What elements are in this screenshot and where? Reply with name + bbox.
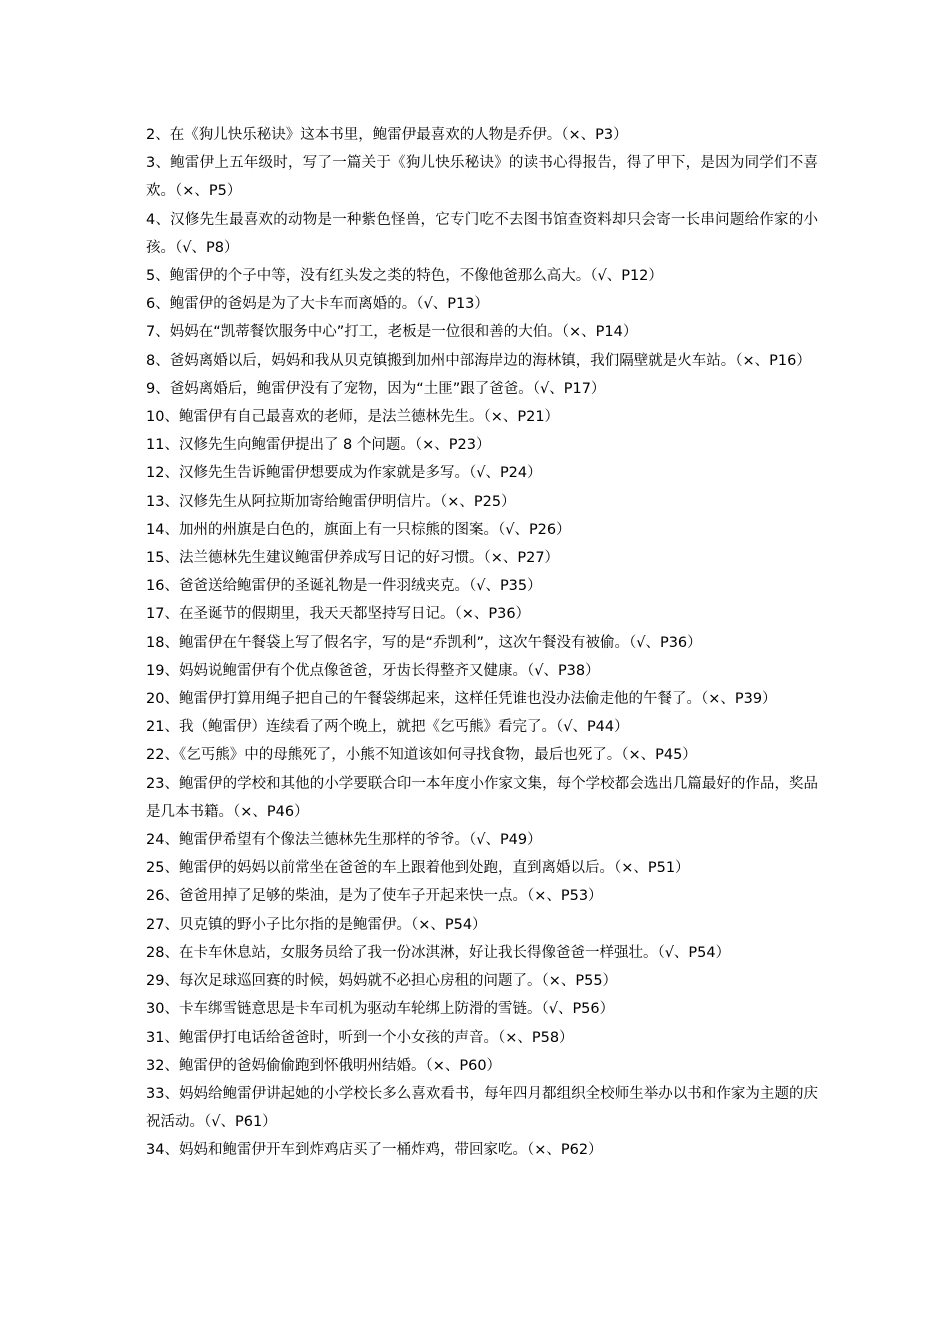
list-item: 5、鲍雷伊的个子中等，没有红头发之类的特色，不像他爸那么高大。（√、P12） xyxy=(146,268,663,285)
list-item: 2、在《狗儿快乐秘诀》这本书里，鲍雷伊最喜欢的人物是乔伊。（×、P3） xyxy=(146,127,628,143)
list-item: 13、汉修先生从阿拉斯加寄给鲍雷伊明信片。（×、P25） xyxy=(146,493,516,510)
list-item: 14、加州的州旗是白色的，旗面上有一只棕熊的图案。（√、P26） xyxy=(146,521,571,538)
list-item: 30、卡车绑雪链意思是卡车司机为驱动车轮绑上防滑的雪链。（√、P56） xyxy=(146,1001,615,1018)
list-item: 26、爸爸用掉了足够的柴油，是为了使车子开起来快一点。（×、P53） xyxy=(146,888,603,905)
list-item: 15、法兰德林先生建议鲍雷伊养成写日记的好习惯。（×、P27） xyxy=(146,550,560,567)
list-item: 31、鲍雷伊打电话给爸爸时，听到一个小女孩的声音。（×、P58） xyxy=(146,1029,574,1046)
list-item: 27、贝克镇的野小子比尔指的是鲍雷伊。（×、P54） xyxy=(146,916,487,933)
list-item: 29、每次足球巡回赛的时候，妈妈就不必担心房租的问题了。（×、P55） xyxy=(146,973,618,990)
list-item: 16、爸爸送给鲍雷伊的圣诞礼物是一件羽绒夹克。（√、P35） xyxy=(146,578,542,595)
list-item: 3、鲍雷伊上五年级时，写了一篇关于《狗儿快乐秘诀》的读书心得报告，得了甲下，是因为同学们不喜欢。（×、P5） xyxy=(146,155,818,200)
list-item: 33、妈妈给鲍雷伊讲起她的小学校长多么喜欢看书，每年四月都组织全校师生举办以书和作家为主题的庆祝活动。（√、P61） xyxy=(146,1085,818,1131)
list-item: 6、鲍雷伊的爸妈是为了大卡车而离婚的。（√、P13） xyxy=(146,296,489,313)
list-item: 32、鲍雷伊的爸妈偷偷跑到怀俄明州结婚。（×、P60） xyxy=(146,1057,502,1074)
list-item: 34、妈妈和鲍雷伊开车到炸鸡店买了一桶炸鸡，带回家吃。（×、P62） xyxy=(146,1142,603,1159)
list-item: 24、鲍雷伊希望有个像法兰德林先生那样的爷爷。（√、P49） xyxy=(146,832,542,849)
list-item: 4、汉修先生最喜欢的动物是一种紫色怪兽，它专门吃不去图书馆查资料却只会寄一长串问题给作家的小孩。（√、P8） xyxy=(146,211,818,256)
list-item: 12、汉修先生告诉鲍雷伊想要成为作家就是多写。（√、P24） xyxy=(146,465,542,482)
question-list xyxy=(146,121,818,1165)
list-item: 21、我（鲍雷伊）连续看了两个晚上，就把《乞丐熊》看完了。（√、P44） xyxy=(146,719,629,736)
list-item: 17、在圣诞节的假期里，我天天都坚持写日记。（×、P36） xyxy=(146,606,531,623)
list-item: 20、鲍雷伊打算用绳子把自己的午餐袋绑起来，这样任凭谁也没办法偷走他的午餐了。（×、P39） xyxy=(146,691,777,708)
list-item: 25、鲍雷伊的妈妈以前常坐在爸爸的车上跟着他到处跑，直到离婚以后。（×、P51） xyxy=(146,860,690,877)
list-item: 23、鲍雷伊的学校和其他的小学要联合印一本年度小作家文集，每个学校都会选出几篇最好的作品，奖品是几本书籍。（×、P46） xyxy=(146,775,818,820)
list-item: 22、《乞丐熊》中的母熊死了，小熊不知道该如何寻找食物，最后也死了。（×、P45） xyxy=(146,747,697,764)
list-item: 10、鲍雷伊有自己最喜欢的老师，是法兰德林先生。（×、P21） xyxy=(146,409,560,426)
list-item: 9、爸妈离婚后，鲍雷伊没有了宠物，因为“土匪”跟了爸爸。（√、P17） xyxy=(146,380,606,397)
list-item: 11、汉修先生向鲍雷伊提出了 8 个问题。（×、P23） xyxy=(146,437,491,454)
list-item: 18、鲍雷伊在午餐袋上写了假名字，写的是“乔凯利”，这次午餐没有被偷。（√、P36） xyxy=(146,634,702,651)
list-item: 28、在卡车休息站，女服务员给了我一份冰淇淋，好让我长得像爸爸一样强壮。（√、P54） xyxy=(146,944,731,961)
list-item: 7、妈妈在“凯蒂餐饮服务中心”打工，老板是一位很和善的大伯。（×、P14） xyxy=(146,324,638,341)
list-item: 8、爸妈离婚以后，妈妈和我从贝克镇搬到加州中部海岸边的海林镇，我们隔壁就是火车站。（×、P16） xyxy=(146,352,811,369)
list-item: 19、妈妈说鲍雷伊有个优点像爸爸，牙齿长得整齐又健康。（√、P38） xyxy=(146,662,600,679)
